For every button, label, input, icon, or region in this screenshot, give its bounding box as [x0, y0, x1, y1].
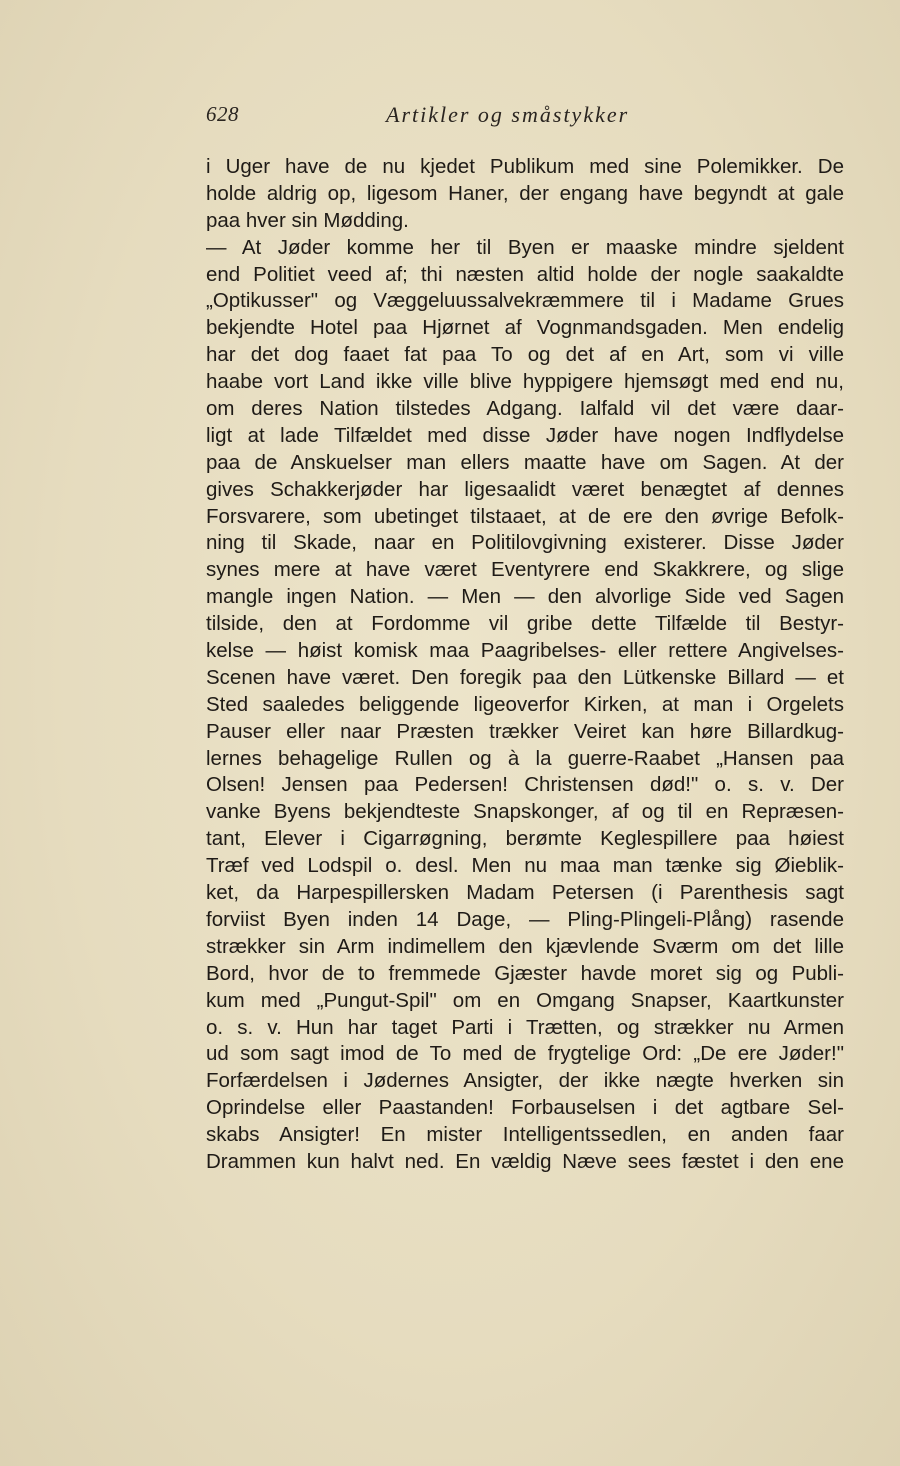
page-number: 628	[206, 102, 239, 126]
text-line: forviist Byen inden 14 Dage, — Pling-Plingeli-Plång) rasende	[206, 907, 844, 931]
text-line: vanke Byens bekjendteste Snapskonger, af og til en Repræsen-	[206, 800, 844, 824]
text-line: Drammen kun halvt ned. En vældig Næve sees fæstet i den ene	[206, 1149, 844, 1173]
text-line: tilside, den at Fordomme vil gribe dette Tilfælde til Bestyr-	[206, 612, 844, 636]
text-line: Forfærdelsen i Jødernes Ansigter, der ikke nægte hverken sin	[206, 1069, 844, 1093]
text-line: ning til Skade, naar en Politilovgivning existerer. Disse Jøder	[206, 531, 844, 555]
text-line: holde aldrig op, ligesom Haner, der engang have begyndt at gale	[206, 181, 844, 205]
text-line: mangle ingen Nation. — Men — den alvorlige Side ved Sagen	[206, 585, 844, 609]
body-text	[206, 154, 844, 1176]
text-line: paa hver sin Mødding.	[206, 208, 409, 232]
text-line: — At Jøder komme her til Byen er maaske mindre sjeldent	[206, 235, 844, 259]
text-line: skabs Ansigter! En mister Intelligentssedlen, en anden faar	[206, 1123, 844, 1147]
text-line: kelse — høist komisk maa Paagribelses- eller rettere Angivelses-	[206, 639, 844, 663]
text-line: o. s. v. Hun har taget Parti i Trætten, og strækker nu Armen	[206, 1015, 844, 1039]
text-line: synes mere at have været Eventyrere end Skakkrere, og slige	[206, 558, 844, 582]
text-line: haabe vort Land ikke ville blive hyppigere hjemsøgt med end nu,	[206, 370, 844, 394]
text-line: ket, da Harpespillersken Madam Petersen (i Parenthesis sagt	[206, 881, 844, 905]
text-line: ligt at lade Tilfældet med disse Jøder have nogen Indflydelse	[206, 423, 844, 447]
text-line: bekjendte Hotel paa Hjørnet af Vognmandsgaden. Men endelig	[206, 316, 844, 340]
text-line: paa de Anskuelser man ellers maatte have om Sagen. At der	[206, 450, 844, 474]
text-line: lernes behagelige Rullen og à la guerre-Raabet „Hansen paa	[206, 746, 844, 770]
text-line: end Politiet veed af; thi næsten altid holde der nogle saakaldte	[206, 262, 844, 286]
text-line: om deres Nation tilstedes Adgang. Ialfald vil det være daar-	[206, 397, 844, 421]
text-line: har det dog faaet fat paa To og det af en Art, som vi ville	[206, 343, 844, 367]
text-line: strækker sin Arm indimellem den kjævlende Sværm om det lille	[206, 934, 844, 958]
text-line: tant, Elever i Cigarrøgning, berømte Keglespillere paa høiest	[206, 827, 844, 851]
text-line: Forsvarere, som ubetinget tilstaaet, at de ere den øvrige Befolk-	[206, 504, 844, 528]
text-line: „Optikusser" og Væggeluussalvekræmmere til i Madame Grues	[206, 289, 844, 313]
text-line: Oprindelse eller Paastanden! Forbauselsen i det agtbare Sel-	[206, 1096, 844, 1120]
text-line: Træf ved Lodspil o. desl. Men nu maa man tænke sig Øieblik-	[206, 854, 844, 878]
running-title: Artikler og småstykker	[386, 102, 630, 127]
text-line: Sted saaledes beliggende ligeoverfor Kirken, at man i Orgelets	[206, 692, 844, 716]
text-line: Olsen! Jensen paa Pedersen! Christensen død!" o. s. v. Der	[206, 773, 844, 797]
text-line: Bord, hvor de to fremmede Gjæster havde moret sig og Publi-	[206, 961, 844, 985]
text-line: Scenen have været. Den foregik paa den Lütkenske Billard — et	[206, 665, 844, 689]
text-line: kum med „Pungut-Spil" om en Omgang Snapser, Kaartkunster	[206, 988, 844, 1012]
running-head	[206, 102, 846, 132]
text-line: gives Schakkerjøder har ligesaalidt været benægtet af dennes	[206, 477, 844, 501]
text-line: ud som sagt imod de To med de frygtelige Ord: „De ere Jøder!"	[206, 1042, 844, 1066]
text-line: i Uger have de nu kjedet Publikum med sine Polemikker. De	[206, 155, 844, 178]
text-line: Pauser eller naar Præsten trækker Veiret kan høre Billardkug-	[206, 719, 844, 743]
